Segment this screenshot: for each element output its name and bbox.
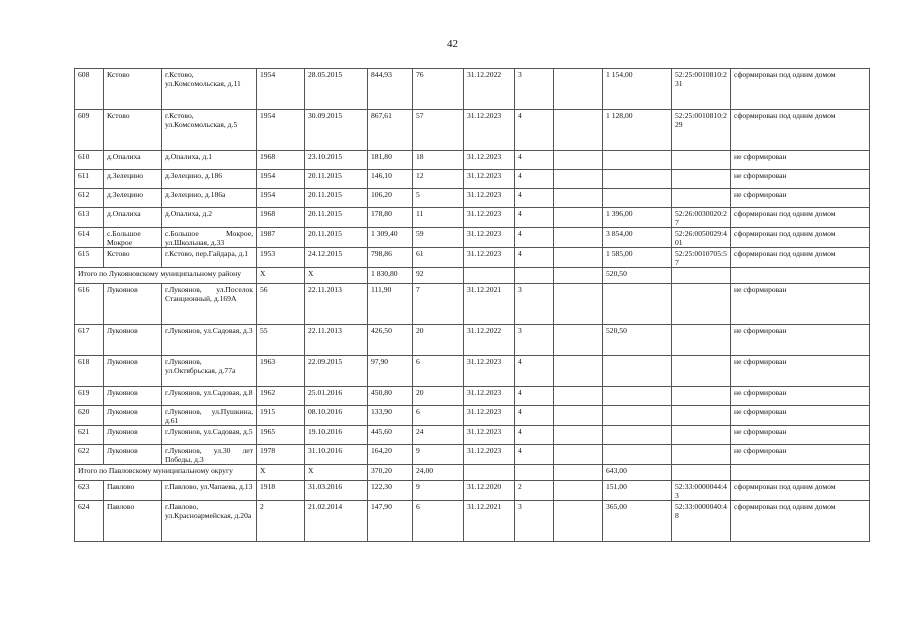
cell-year: 1953 — [257, 248, 305, 268]
cell-date: 19.10.2016 — [305, 426, 368, 445]
cell-land-area: 1 128,00 — [603, 110, 672, 151]
cell-row-number: 617 — [75, 325, 104, 356]
cell-reserved — [554, 325, 603, 356]
cell-year: 1987 — [257, 228, 305, 248]
cell-row-number: 611 — [75, 170, 104, 189]
cell-address: г.Лукоянов, ул.Садовая, д.8 — [162, 387, 257, 406]
cell-stage: 4 — [515, 170, 554, 189]
cell-residents: 24,00 — [413, 465, 464, 481]
cell-land-area — [603, 356, 672, 387]
cell-locality: д.Зелецино — [104, 189, 162, 208]
cell-residents: 12 — [413, 170, 464, 189]
cell-stage: 4 — [515, 208, 554, 228]
cell-address: г.Кстово, ул.Комсомольская, д.5 — [162, 110, 257, 151]
cell-locality: д.Опалиха — [104, 208, 162, 228]
cell-locality: Лукоянов — [104, 426, 162, 445]
cell-area: 111,90 — [368, 284, 413, 325]
cell-deadline: 31.12.2023 — [464, 151, 515, 170]
cell-stage: 4 — [515, 406, 554, 426]
registry-table — [74, 68, 870, 542]
cell-land-status — [731, 268, 870, 284]
cell-land-area: 520,50 — [603, 268, 672, 284]
cell-stage: 4 — [515, 387, 554, 406]
cell-address: г.Лукоянов, ул.Пушкина, д.61 — [162, 406, 257, 426]
cell-stage: 4 — [515, 248, 554, 268]
cell-area: 867,61 — [368, 110, 413, 151]
cell-date: 22.11.2013 — [305, 325, 368, 356]
cell-land-area — [603, 387, 672, 406]
table-row — [75, 208, 870, 228]
cell-stage — [515, 465, 554, 481]
cell-reserved — [554, 248, 603, 268]
table-row — [75, 248, 870, 268]
cell-reserved — [554, 69, 603, 110]
cell-locality: Кстово — [104, 110, 162, 151]
cell-land-area: 1 396,00 — [603, 208, 672, 228]
cell-row-number: 618 — [75, 356, 104, 387]
cell-deadline: 31.12.2023 — [464, 228, 515, 248]
cell-locality: Кстово — [104, 69, 162, 110]
cell-land-status: не сформирован — [731, 151, 870, 170]
cell-locality: Павлово — [104, 501, 162, 542]
cell-cadastral-number — [672, 170, 731, 189]
cell-area: 97,90 — [368, 356, 413, 387]
cell-year: 1954 — [257, 189, 305, 208]
cell-reserved — [554, 284, 603, 325]
cell-year: 1918 — [257, 481, 305, 501]
cell-stage: 4 — [515, 228, 554, 248]
cell-date: 28.05.2015 — [305, 69, 368, 110]
table-row — [75, 387, 870, 406]
cell-cadastral-number — [672, 465, 731, 481]
cell-address: г.Лукоянов, ул.Садовая, д.5 — [162, 426, 257, 445]
cell-cadastral-number — [672, 387, 731, 406]
cell-address: г.Кстово, пер.Гайдара, д.1 — [162, 248, 257, 268]
cell-locality: Кстово — [104, 248, 162, 268]
cell-reserved — [554, 228, 603, 248]
cell-area: 106,20 — [368, 189, 413, 208]
cell-row-number: 613 — [75, 208, 104, 228]
cell-land-status: не сформирован — [731, 426, 870, 445]
cell-land-status — [731, 465, 870, 481]
cell-land-status: сформирован под одним домом — [731, 228, 870, 248]
cell-cadastral-number — [672, 151, 731, 170]
cell-deadline: 31.12.2021 — [464, 284, 515, 325]
cell-land-area — [603, 406, 672, 426]
cell-stage: 3 — [515, 69, 554, 110]
cell-land-area: 151,00 — [603, 481, 672, 501]
cell-locality: с.Большое Мокрое — [104, 228, 162, 248]
cell-cadastral-number — [672, 445, 731, 465]
cell-row-number: 623 — [75, 481, 104, 501]
cell-area: 178,80 — [368, 208, 413, 228]
table-row — [75, 501, 870, 542]
cell-stage: 4 — [515, 189, 554, 208]
table-row — [75, 284, 870, 325]
cell-residents: 18 — [413, 151, 464, 170]
cell-stage: 3 — [515, 501, 554, 542]
cell-residents: 61 — [413, 248, 464, 268]
cell-locality: Лукоянов — [104, 284, 162, 325]
cell-land-status: не сформирован — [731, 189, 870, 208]
cell-date: 20.11.2015 — [305, 189, 368, 208]
cell-row-number: 622 — [75, 445, 104, 465]
cell-land-area: 643,00 — [603, 465, 672, 481]
cell-land-area — [603, 426, 672, 445]
total-row — [75, 268, 870, 284]
cell-date: 25.01.2016 — [305, 387, 368, 406]
cell-area: 445,60 — [368, 426, 413, 445]
cell-address: д.Зелецино, д.186 — [162, 170, 257, 189]
page-number: 42 — [447, 38, 458, 50]
cell-year: 1962 — [257, 387, 305, 406]
cell-stage: 3 — [515, 284, 554, 325]
cell-deadline: 31.12.2022 — [464, 325, 515, 356]
cell-residents: 7 — [413, 284, 464, 325]
table-row — [75, 325, 870, 356]
total-label: Итого по Лукояновскому муниципальному району — [75, 268, 257, 284]
cell-land-status: не сформирован — [731, 387, 870, 406]
cell-year: 1954 — [257, 170, 305, 189]
cell-area: 181,80 — [368, 151, 413, 170]
cell-residents: 6 — [413, 501, 464, 542]
cell-land-status: сформирован под одним домом — [731, 208, 870, 228]
table-row — [75, 189, 870, 208]
cell-residents: 76 — [413, 69, 464, 110]
cell-date: 23.10.2015 — [305, 151, 368, 170]
cell-deadline: 31.12.2023 — [464, 356, 515, 387]
cell-locality: Лукоянов — [104, 325, 162, 356]
table-row — [75, 69, 870, 110]
cell-reserved — [554, 356, 603, 387]
cell-locality: Лукоянов — [104, 356, 162, 387]
cell-deadline: 31.12.2020 — [464, 481, 515, 501]
cell-reserved — [554, 445, 603, 465]
cell-reserved — [554, 426, 603, 445]
cell-date: X — [305, 465, 368, 481]
cell-deadline: 31.12.2023 — [464, 426, 515, 445]
cell-address: г.Павлово, ул.Красноармейская, д.20а — [162, 501, 257, 542]
cell-date: 20.11.2015 — [305, 170, 368, 189]
cell-row-number: 615 — [75, 248, 104, 268]
cell-land-status: не сформирован — [731, 170, 870, 189]
cell-reserved — [554, 465, 603, 481]
cell-date: 22.09.2015 — [305, 356, 368, 387]
cell-cadastral-number: 52:25:0010810:229 — [672, 110, 731, 151]
cell-area: 1 309,40 — [368, 228, 413, 248]
table-row — [75, 170, 870, 189]
cell-year: 55 — [257, 325, 305, 356]
cell-year: 1963 — [257, 356, 305, 387]
cell-residents: 20 — [413, 387, 464, 406]
cell-cadastral-number: 52:25:0010810:231 — [672, 69, 731, 110]
cell-reserved — [554, 406, 603, 426]
cell-reserved — [554, 170, 603, 189]
cell-reserved — [554, 110, 603, 151]
cell-locality: Павлово — [104, 481, 162, 501]
registry-body — [75, 69, 870, 542]
cell-date: 22.11.2013 — [305, 284, 368, 325]
cell-deadline: 31.12.2023 — [464, 387, 515, 406]
cell-land-status: сформирован под одним домом — [731, 110, 870, 151]
cell-land-area — [603, 151, 672, 170]
cell-reserved — [554, 189, 603, 208]
cell-address: д.Опалиха, д.2 — [162, 208, 257, 228]
cell-address: г.Лукоянов, ул.Садовая, д.3 — [162, 325, 257, 356]
cell-address: г.Кстово, ул.Комсомольская, д.11 — [162, 69, 257, 110]
cell-area: 1 830,80 — [368, 268, 413, 284]
cell-deadline: 31.12.2023 — [464, 406, 515, 426]
cell-deadline — [464, 465, 515, 481]
cell-year: 2 — [257, 501, 305, 542]
cell-reserved — [554, 208, 603, 228]
cell-year: 1915 — [257, 406, 305, 426]
cell-land-status: не сформирован — [731, 445, 870, 465]
cell-stage: 2 — [515, 481, 554, 501]
cell-date: 08.10.2016 — [305, 406, 368, 426]
table-row — [75, 228, 870, 248]
cell-row-number: 608 — [75, 69, 104, 110]
cell-reserved — [554, 268, 603, 284]
cell-reserved — [554, 501, 603, 542]
cell-row-number: 616 — [75, 284, 104, 325]
cell-land-status: сформирован под одним домом — [731, 501, 870, 542]
cell-stage: 4 — [515, 110, 554, 151]
cell-land-status: не сформирован — [731, 356, 870, 387]
cell-area: 844,93 — [368, 69, 413, 110]
cell-row-number: 612 — [75, 189, 104, 208]
cell-year: 1968 — [257, 151, 305, 170]
cell-land-area: 1 585,00 — [603, 248, 672, 268]
cell-date: 21.02.2014 — [305, 501, 368, 542]
cell-reserved — [554, 387, 603, 406]
cell-address: г.Лукоянов, ул.30 лет Победы, д.3 — [162, 445, 257, 465]
cell-land-status: сформирован под одним домом — [731, 481, 870, 501]
cell-year: 1954 — [257, 110, 305, 151]
table-row — [75, 481, 870, 501]
cell-area: 146,10 — [368, 170, 413, 189]
cell-deadline: 31.12.2023 — [464, 445, 515, 465]
cell-residents: 59 — [413, 228, 464, 248]
cell-residents: 92 — [413, 268, 464, 284]
cell-reserved — [554, 481, 603, 501]
table-row — [75, 110, 870, 151]
cell-stage — [515, 268, 554, 284]
cell-year: X — [257, 268, 305, 284]
cell-land-status: не сформирован — [731, 406, 870, 426]
cell-cadastral-number: 52:33:0000040:48 — [672, 501, 731, 542]
cell-cadastral-number — [672, 426, 731, 445]
cell-year: X — [257, 465, 305, 481]
cell-cadastral-number — [672, 284, 731, 325]
cell-year: 56 — [257, 284, 305, 325]
cell-row-number: 609 — [75, 110, 104, 151]
cell-land-area — [603, 189, 672, 208]
cell-residents: 20 — [413, 325, 464, 356]
cell-cadastral-number — [672, 325, 731, 356]
total-label: Итого по Павловскому муниципальному округу — [75, 465, 257, 481]
table-row — [75, 406, 870, 426]
cell-date: 31.10.2016 — [305, 445, 368, 465]
cell-row-number: 620 — [75, 406, 104, 426]
cell-cadastral-number — [672, 406, 731, 426]
table-row — [75, 426, 870, 445]
cell-area: 798,86 — [368, 248, 413, 268]
cell-locality: Лукоянов — [104, 387, 162, 406]
cell-cadastral-number: 52:25:0010705:57 — [672, 248, 731, 268]
cell-year: 1965 — [257, 426, 305, 445]
cell-stage: 3 — [515, 325, 554, 356]
cell-date: 20.11.2015 — [305, 208, 368, 228]
cell-locality: Лукоянов — [104, 406, 162, 426]
cell-row-number: 624 — [75, 501, 104, 542]
cell-stage: 4 — [515, 426, 554, 445]
cell-deadline — [464, 268, 515, 284]
cell-land-status: не сформирован — [731, 284, 870, 325]
cell-deadline: 31.12.2023 — [464, 248, 515, 268]
cell-residents: 57 — [413, 110, 464, 151]
cell-year: 1968 — [257, 208, 305, 228]
cell-land-area: 1 154,00 — [603, 69, 672, 110]
cell-residents: 24 — [413, 426, 464, 445]
cell-land-area — [603, 445, 672, 465]
cell-stage: 4 — [515, 445, 554, 465]
cell-locality: Лукоянов — [104, 445, 162, 465]
cell-deadline: 31.12.2023 — [464, 170, 515, 189]
cell-address: с.Большое Мокрое, ул.Школьная, д.33 — [162, 228, 257, 248]
cell-deadline: 31.12.2023 — [464, 189, 515, 208]
cell-area: 370,20 — [368, 465, 413, 481]
cell-address: д.Опалиха, д.1 — [162, 151, 257, 170]
cell-year: 1954 — [257, 69, 305, 110]
table-row — [75, 445, 870, 465]
cell-year: 1978 — [257, 445, 305, 465]
cell-address: г.Павлово, ул.Чапаева, д.13 — [162, 481, 257, 501]
cell-date: 30.09.2015 — [305, 110, 368, 151]
cell-deadline: 31.12.2023 — [464, 208, 515, 228]
cell-address: г.Лукоянов, ул.Октябрьская, д.77а — [162, 356, 257, 387]
cell-area: 133,90 — [368, 406, 413, 426]
cell-residents: 6 — [413, 356, 464, 387]
cell-land-status: сформирован под одним домом — [731, 69, 870, 110]
table-row — [75, 356, 870, 387]
cell-residents: 6 — [413, 406, 464, 426]
cell-cadastral-number — [672, 268, 731, 284]
table-row — [75, 151, 870, 170]
cell-land-area: 520,50 — [603, 325, 672, 356]
cell-land-area: 365,00 — [603, 501, 672, 542]
cell-locality: д.Опалиха — [104, 151, 162, 170]
cell-locality: д.Зелецино — [104, 170, 162, 189]
cell-stage: 4 — [515, 356, 554, 387]
cell-stage: 4 — [515, 151, 554, 170]
cell-land-area — [603, 170, 672, 189]
cell-residents: 5 — [413, 189, 464, 208]
cell-row-number: 614 — [75, 228, 104, 248]
cell-date: 20.11.2015 — [305, 228, 368, 248]
cell-cadastral-number: 52:26:0030020:27 — [672, 208, 731, 228]
cell-area: 122,30 — [368, 481, 413, 501]
cell-row-number: 621 — [75, 426, 104, 445]
cell-area: 450,80 — [368, 387, 413, 406]
cell-deadline: 31.12.2022 — [464, 69, 515, 110]
cell-date: 24.12.2015 — [305, 248, 368, 268]
cell-date: X — [305, 268, 368, 284]
cell-cadastral-number: 52:26:0050029:401 — [672, 228, 731, 248]
cell-address: г.Лукоянов, ул.Поселок Станционный, д.169А — [162, 284, 257, 325]
cell-cadastral-number: 52:33:0000044:43 — [672, 481, 731, 501]
cell-row-number: 610 — [75, 151, 104, 170]
cell-reserved — [554, 151, 603, 170]
cell-cadastral-number — [672, 189, 731, 208]
cell-land-status: не сформирован — [731, 325, 870, 356]
cell-deadline: 31.12.2021 — [464, 501, 515, 542]
cell-cadastral-number — [672, 356, 731, 387]
cell-address: д.Зелецино, д.186а — [162, 189, 257, 208]
cell-land-area: 3 854,00 — [603, 228, 672, 248]
cell-land-status: сформирован под одним домом — [731, 248, 870, 268]
cell-residents: 9 — [413, 481, 464, 501]
cell-row-number: 619 — [75, 387, 104, 406]
cell-area: 164,20 — [368, 445, 413, 465]
cell-area: 147,90 — [368, 501, 413, 542]
cell-deadline: 31.12.2023 — [464, 110, 515, 151]
cell-date: 31.03.2016 — [305, 481, 368, 501]
cell-residents: 9 — [413, 445, 464, 465]
cell-land-area — [603, 284, 672, 325]
cell-area: 426,50 — [368, 325, 413, 356]
cell-residents: 11 — [413, 208, 464, 228]
total-row — [75, 465, 870, 481]
